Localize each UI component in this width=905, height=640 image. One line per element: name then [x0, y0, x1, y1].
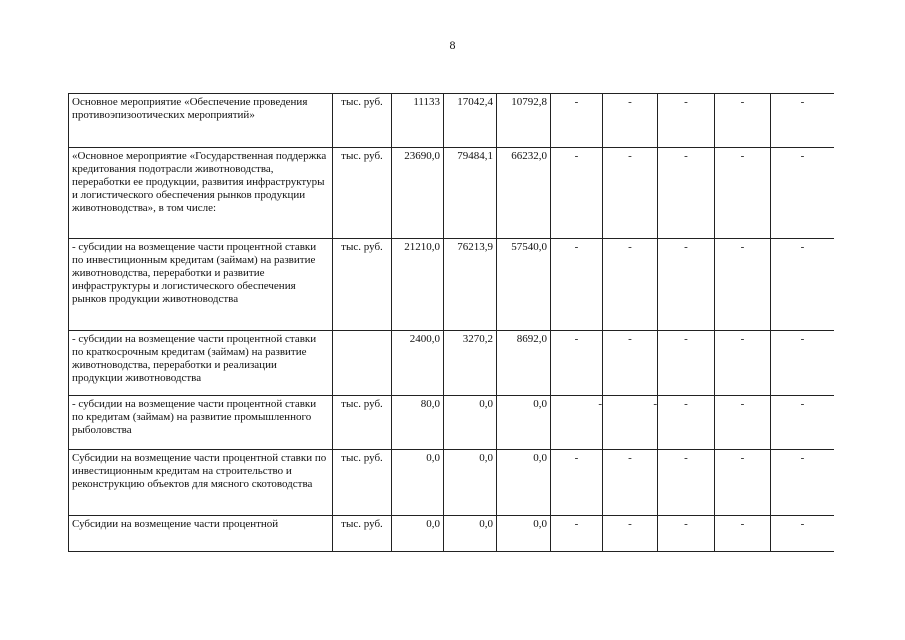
value-cell: 0,0: [497, 450, 551, 516]
value-cell: 10792,8: [497, 94, 551, 148]
value-cell: 0,0: [392, 516, 444, 552]
value-cell: 3270,2: [444, 331, 497, 396]
dash-cell: -: [603, 396, 658, 450]
dash-cell: -: [715, 396, 771, 450]
dash-cell: -: [715, 516, 771, 552]
dash-cell: -: [551, 516, 603, 552]
value-cell: 57540,0: [497, 239, 551, 331]
table-row: [69, 450, 835, 516]
table-row: [69, 94, 835, 148]
value-cell: 8692,0: [497, 331, 551, 396]
dash-cell: -: [603, 239, 658, 331]
value-cell: 0,0: [444, 450, 497, 516]
value-cell: 21210,0: [392, 239, 444, 331]
value-cell: 0,0: [444, 516, 497, 552]
unit-cell: тыс. руб.: [333, 450, 392, 516]
dash-cell: -: [551, 331, 603, 396]
dash-cell: -: [658, 94, 715, 148]
dash-cell: -: [658, 331, 715, 396]
dash-cell: -: [603, 450, 658, 516]
value-cell: 11133: [392, 94, 444, 148]
dash-cell: -: [771, 148, 835, 239]
row-name-cell: Основное мероприятие «Обеспечение проведения противоэпизоотических мероприятий»: [69, 94, 333, 148]
dash-cell: -: [658, 516, 715, 552]
dash-cell: -: [715, 239, 771, 331]
page-number: 8: [449, 38, 456, 52]
table-row: [69, 239, 835, 331]
value-cell: 66232,0: [497, 148, 551, 239]
row-name-cell: Субсидии на возмещение части процентной: [69, 516, 333, 552]
dash-cell: -: [771, 450, 835, 516]
dash-cell: -: [715, 450, 771, 516]
dash-cell: -: [715, 94, 771, 148]
value-cell: 23690,0: [392, 148, 444, 239]
dash-cell: -: [658, 450, 715, 516]
row-name-cell: - субсидии на возмещение части процентной ставки по краткосрочным кредитам (займам) на развитие животноводства, переработки и реализации продукции животноводства: [69, 331, 333, 396]
dash-cell: -: [603, 331, 658, 396]
table-container: [68, 93, 834, 560]
value-cell: 80,0: [392, 396, 444, 450]
dash-cell: -: [603, 516, 658, 552]
unit-cell: тыс. руб.: [333, 148, 392, 239]
row-name-cell: - субсидии на возмещение части процентной ставки по кредитам (займам) на развитие промышленного рыболовства: [69, 396, 333, 450]
dash-cell: -: [771, 516, 835, 552]
value-cell: 79484,1: [444, 148, 497, 239]
dash-cell: -: [603, 148, 658, 239]
dash-cell: -: [658, 148, 715, 239]
dash-cell: -: [658, 396, 715, 450]
row-name-cell: - субсидии на возмещение части процентной ставки по инвестиционным кредитам (займам) на развитие животноводства, переработки и развитие инфраструктуры и логистического обеспечения рынков продукции животноводства: [69, 239, 333, 331]
table-row: [69, 148, 835, 239]
dash-cell: -: [551, 396, 603, 450]
dash-cell: -: [551, 239, 603, 331]
unit-cell: тыс. руб.: [333, 239, 392, 331]
dash-cell: -: [771, 331, 835, 396]
value-cell: 0,0: [497, 516, 551, 552]
table-row: [69, 331, 835, 396]
dash-cell: -: [551, 94, 603, 148]
table-row: [69, 516, 835, 552]
dash-cell: -: [715, 148, 771, 239]
data-table: [68, 93, 834, 552]
dash-cell: -: [551, 450, 603, 516]
unit-cell: [333, 331, 392, 396]
value-cell: 2400,0: [392, 331, 444, 396]
dash-cell: -: [771, 396, 835, 450]
dash-cell: -: [603, 94, 658, 148]
value-cell: 0,0: [392, 450, 444, 516]
value-cell: 0,0: [444, 396, 497, 450]
unit-cell: тыс. руб.: [333, 396, 392, 450]
value-cell: 17042,4: [444, 94, 497, 148]
dash-cell: -: [658, 239, 715, 331]
dash-cell: -: [551, 148, 603, 239]
value-cell: 0,0: [497, 396, 551, 450]
value-cell: 76213,9: [444, 239, 497, 331]
row-name-cell: Субсидии на возмещение части процентной ставки по инвестиционным кредитам на строительство и реконструкцию объектов для мясного скотоводства: [69, 450, 333, 516]
table-row: [69, 396, 835, 450]
dash-cell: -: [771, 239, 835, 331]
unit-cell: тыс. руб.: [333, 94, 392, 148]
dash-cell: -: [771, 94, 835, 148]
dash-cell: -: [715, 331, 771, 396]
row-name-cell: «Основное мероприятие «Государственная поддержка кредитования подотрасли животноводства, переработки ее продукции, развития инфраструктуры и логистического обеспечения рынков продукции животноводства», в том числе:: [69, 148, 333, 239]
unit-cell: тыс. руб.: [333, 516, 392, 552]
